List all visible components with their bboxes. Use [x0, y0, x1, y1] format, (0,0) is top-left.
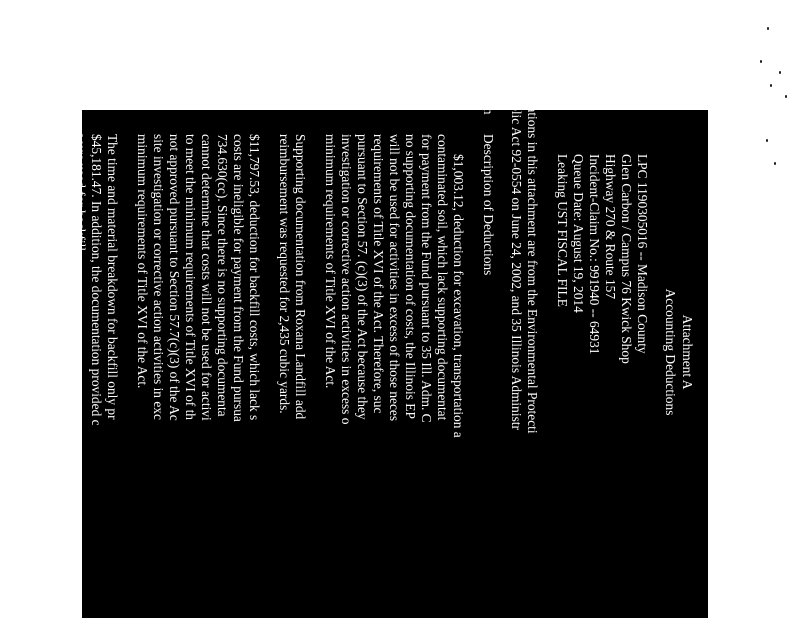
scan-speck — [770, 84, 772, 87]
scan-speck — [774, 162, 776, 165]
attachment-subtitle: Accounting Deductions — [663, 288, 678, 416]
scan-speck — [760, 60, 762, 63]
item-number: 1. — [451, 90, 466, 101]
re-line: Highway 270 & Route 157 — [603, 154, 618, 300]
deduction-line: minimum requirements of Title XVI of the Act. — [135, 134, 150, 389]
deduction-line: $1,003.12, deduction for excavation, transportation a — [451, 154, 466, 438]
deduction-line: not approved pursuant to Section 57.7(c)(3) of the Ac — [167, 134, 182, 421]
citations-line: Public Act 92-0554 on June 24, 2002, and 35 Illinois Administr — [509, 90, 524, 430]
deduction-line: for payment from the Fund pursuant to 35 Ill. Adm. C — [419, 134, 434, 423]
item-column-header: Item — [481, 90, 496, 115]
deduction-line: $45,181.47. In addition, the documentation provided c — [89, 134, 104, 426]
scanned-document-page — [59, 90, 708, 618]
deduction-line: cannot determine that costs will not be used for activi — [199, 134, 214, 421]
citations-line: Citations in this attachment are from the Environmental Protecti — [525, 90, 540, 434]
rotated-document-content — [59, 82, 708, 622]
deduction-line: $11,797.53, deduction for backfill costs, which lack s — [247, 134, 262, 421]
deduction-line: pursuant to Section 57. (c)(3) of the Act because they — [355, 134, 370, 420]
deduction-line: no supporting documentation of costs, the Illinois EP — [403, 134, 418, 419]
scan-speck — [785, 95, 787, 98]
re-line: Queue Date: August 19, 2014 — [571, 154, 586, 313]
deduction-line: to meet the minimum requirements of Title XVI of th — [183, 134, 198, 421]
deduction-line: minimum requirements of Title XVI of the Act. — [323, 134, 338, 389]
re-line: Glen Carbon / Campus 76 Kwick Shop — [619, 154, 634, 364]
deduction-line: will not be used for activities in excess of those neces — [387, 134, 402, 422]
margin-note: cse — [59, 90, 74, 108]
deduction-line: requirements of Title XVI of the Act. Therefore, suc — [371, 134, 386, 414]
re-line: Incident-Claim No.: 991940 -- 64931 — [587, 154, 602, 355]
deduction-line: site investigation or corrective action activities in exc — [151, 134, 166, 420]
deduction-line: Supporting documentation from Roxana Landfill add — [293, 134, 308, 420]
item-number: 2. — [247, 90, 262, 101]
deduction-line: costs are ineligible for payment from the Fund pursua — [231, 134, 246, 422]
re-line: Leaking UST FISCAL FILE — [555, 154, 570, 307]
deduction-line: contaminated soil, which lack supporting documentat — [435, 134, 450, 421]
attachment-title: Attachment A — [680, 314, 695, 390]
description-column-header: Description of Deductions — [481, 134, 496, 276]
deduction-line: reimbursement was requested for 2,435 cubic yards. — [277, 134, 292, 414]
scan-speck — [779, 71, 781, 74]
re-label: Re: — [635, 90, 650, 109]
scan-speck — [766, 139, 768, 142]
deduction-line: 734.630(cc). Since there is no supporting documenta — [215, 134, 230, 417]
scan-speck — [767, 27, 769, 30]
re-line: LPC 1190305016 -- Madison County — [635, 154, 650, 354]
deduction-line: The time and material breakdown for backfill only pr — [105, 134, 120, 420]
deduction-line: were used for backfill. — [73, 134, 88, 255]
deduction-line: investigation or corrective action activities in excess o — [339, 134, 354, 425]
